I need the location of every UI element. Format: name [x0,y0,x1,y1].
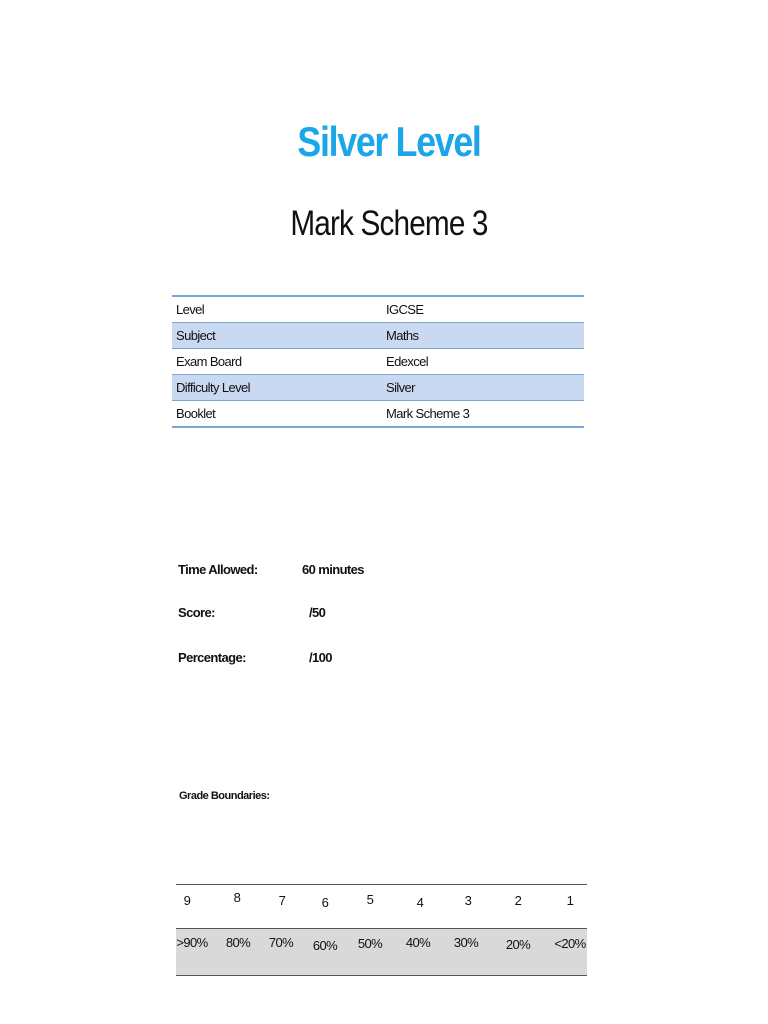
info-row-exam-board [172,349,584,375]
grade-cell: 5 [366,892,374,907]
info-value: IGCSE [386,302,424,317]
info-value: Mark Scheme 3 [386,406,470,421]
grade-boundaries-label: Grade Boundaries: [179,790,270,802]
info-row-difficulty [172,375,584,401]
percent-cell: >90% [176,935,208,950]
percent-cell: 30% [453,935,479,950]
percent-cell: 20% [505,937,531,952]
page-title: Silver Level [297,118,481,165]
info-key: Booklet [176,406,216,421]
info-key: Subject [172,323,382,349]
percentage-value: /100 [309,650,332,665]
percent-cell: 60% [312,938,338,953]
grade-cell: 3 [464,893,472,908]
grade-cell: 7 [278,893,286,908]
grade-cell: 2 [514,893,522,908]
score-value: /50 [309,605,326,620]
grade-cell: 8 [233,890,241,905]
info-value: Edexcel [386,354,429,369]
score-label: Score: [178,605,215,620]
grade-cell: 9 [183,893,191,908]
time-allowed-label: Time Allowed: [178,562,258,577]
percent-cell: <20% [554,936,586,951]
time-allowed-value: 60 minutes [302,562,364,577]
percent-cell: 70% [268,935,294,950]
percent-cell: 80% [225,935,251,950]
info-row-subject [172,323,584,349]
grade-cell: 1 [566,893,574,908]
grade-cell: 4 [416,895,424,910]
info-key: Exam Board [176,354,242,369]
page-subtitle: Mark Scheme 3 [290,204,488,243]
percent-cell: 50% [357,936,383,951]
info-row-booklet [172,401,584,428]
info-value: Silver [382,375,584,401]
percentage-label: Percentage: [178,650,246,665]
grade-cell: 6 [321,895,329,910]
info-value: Maths [382,323,584,349]
info-key: Level [176,302,205,317]
info-key: Difficulty Level [172,375,382,401]
info-table [172,295,584,428]
info-row-level [172,296,584,323]
percent-cell: 40% [405,935,431,950]
grade-boundaries-table [176,884,587,976]
